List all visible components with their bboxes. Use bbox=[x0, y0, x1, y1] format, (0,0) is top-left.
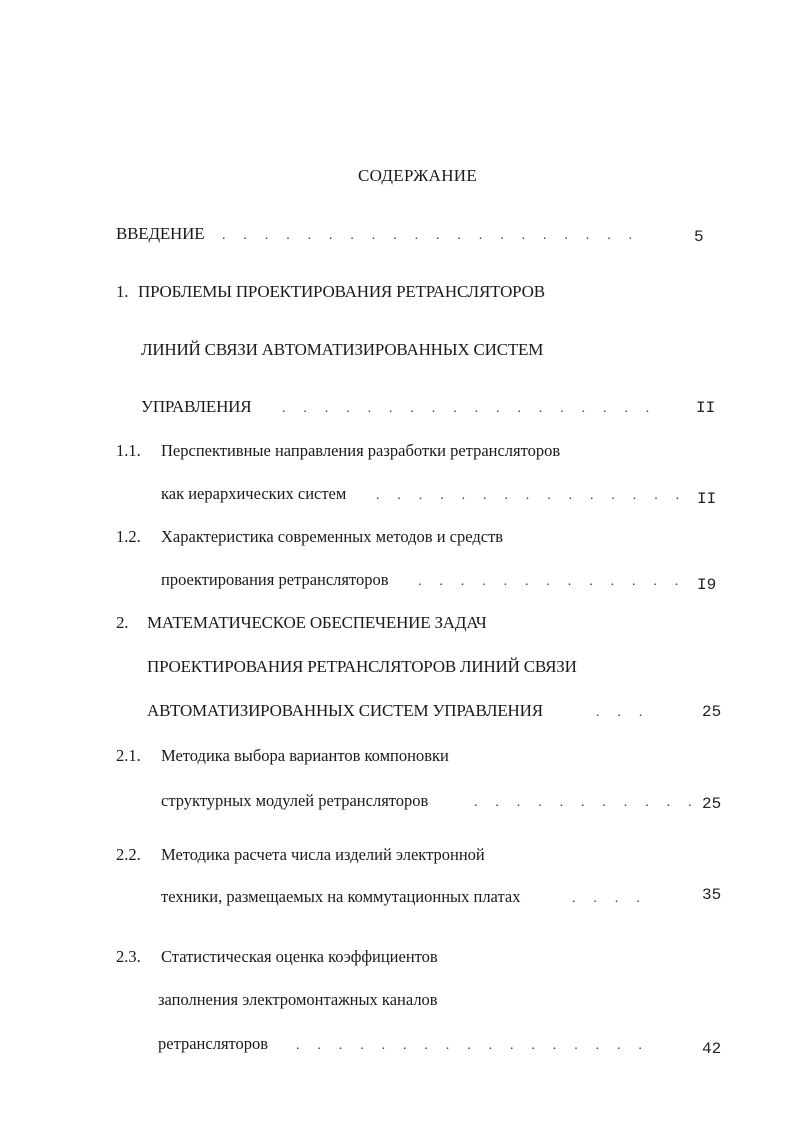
leader-dots: . . . . . . . . . . . . . . . bbox=[376, 488, 687, 503]
toc-section-2-2-number: 2.2. bbox=[116, 845, 141, 864]
toc-section-2-1-number: 2.1. bbox=[116, 746, 141, 765]
toc-section-1-1-title-line2: как иерархических систем bbox=[161, 484, 347, 503]
toc-section-1-2-title-line1: Характеристика современных методов и средств bbox=[161, 527, 504, 546]
toc-chapter-2-page: 25 bbox=[702, 703, 722, 721]
toc-section-2-2-title-line2: техники, размещаемых на коммутационных платах bbox=[161, 887, 521, 906]
toc-section-2-3-title-line3: ретрансляторов bbox=[158, 1034, 269, 1053]
leader-dots: . . . . . . . . . . . bbox=[474, 795, 699, 810]
toc-section-2-3-number: 2.3. bbox=[116, 947, 141, 966]
toc-chapter-1-page: II bbox=[696, 399, 716, 417]
toc-section-2-3-title-line1: Статистическая оценка коэффициентов bbox=[161, 947, 438, 966]
toc-section-2-1-page: 25 bbox=[702, 795, 722, 813]
toc-entry-intro-label: ВВЕДЕНИЕ bbox=[116, 224, 205, 243]
toc-chapter-1-title-line3: УПРАВЛЕНИЯ bbox=[141, 397, 252, 416]
toc-section-2-2-title-line1: Методика расчета числа изделий электронной bbox=[161, 845, 485, 864]
leader-dots: . . . . . . . . . . . . . . . . . . . . bbox=[222, 228, 640, 243]
toc-chapter-2-title-line2: ПРОЕКТИРОВАНИЯ РЕТРАНСЛЯТОРОВ ЛИНИЙ СВЯЗИ bbox=[147, 657, 577, 676]
toc-chapter-2-title-line3: АВТОМАТИЗИРОВАННЫХ СИСТЕМ УПРАВЛЕНИЯ bbox=[147, 701, 543, 720]
toc-section-2-1-title-line1: Методика выбора вариантов компоновки bbox=[161, 746, 449, 765]
toc-chapter-1-number: 1. bbox=[116, 282, 129, 301]
toc-section-1-2-title-line2: проектирования ретрансляторов bbox=[161, 570, 389, 589]
toc-section-1-1-page: II bbox=[697, 490, 717, 508]
toc-chapter-1-title-line2: ЛИНИЙ СВЯЗИ АВТОМАТИЗИРОВАННЫХ СИСТЕМ bbox=[141, 340, 544, 359]
leader-dots: . . . . bbox=[572, 891, 647, 906]
toc-section-1-2-number: 1.2. bbox=[116, 527, 141, 546]
leader-dots: . . . . . . . . . . . . . . . . . bbox=[296, 1038, 650, 1053]
leader-dots: . . . . . . . . . . . . . bbox=[418, 574, 686, 589]
toc-section-2-2-page: 35 bbox=[702, 886, 722, 904]
toc-section-1-1-title-line1: Перспективные направления разработки ретрансляторов bbox=[161, 441, 561, 460]
toc-chapter-2-number: 2. bbox=[116, 613, 129, 632]
toc-title: СОДЕРЖАНИЕ bbox=[358, 166, 478, 185]
toc-section-2-3-page: 42 bbox=[702, 1040, 722, 1058]
toc-chapter-1-title-line1: ПРОБЛЕМЫ ПРОЕКТИРОВАНИЯ РЕТРАНСЛЯТОРОВ bbox=[138, 282, 545, 301]
leader-dots: . . . bbox=[596, 705, 650, 720]
toc-section-2-3-title-line2: заполнения электромонтажных каналов bbox=[158, 990, 438, 1009]
toc-chapter-2-title-line1: МАТЕМАТИЧЕСКОЕ ОБЕСПЕЧЕНИЕ ЗАДАЧ bbox=[147, 613, 487, 632]
toc-section-1-1-number: 1.1. bbox=[116, 441, 141, 460]
toc-entry-intro-page: 5 bbox=[694, 228, 704, 246]
toc-section-2-1-title-line2: структурных модулей ретрансляторов bbox=[161, 791, 429, 810]
leader-dots: . . . . . . . . . . . . . . . . . . bbox=[282, 401, 657, 416]
toc-section-1-2-page: I9 bbox=[697, 576, 717, 594]
